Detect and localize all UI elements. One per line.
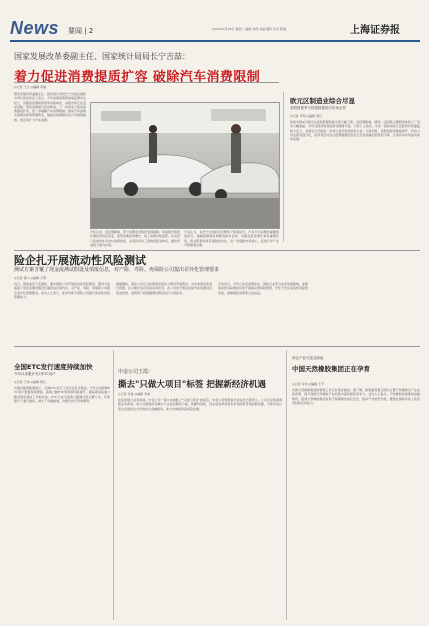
rubber-body: 中国天然橡胶集团的筹建工作正在稳步推进。据了解，新集团将整合国内主要天然橡胶生产企业的资源，提升我国天然橡胶产业的集中度和国际竞争力。业内人士指出，天然橡胶是重要的战略物资，组建大型橡胶集团有助于保障国内供应安全，推动产业转型升级，增强在国际市场上的话语权和定价能力。 — [292, 388, 420, 405]
masthead: 上海证券报 — [350, 25, 400, 36]
right-sidebar-title: 欧元区制造业综合尽显 — [290, 97, 355, 105]
header-rule — [10, 40, 420, 42]
lead-rule — [14, 82, 279, 83]
lead-column-3: 专家认为，本次宁吉喆的表态释放了积极信号，汽车作为消费的重要组成部分，破除限制将有效释放购车需求，对稳定经济增长具有重要作用。相关配套政策有望陆续出台，进一步提振市场信心，促进汽车产业平稳健康发展。 — [184, 230, 279, 247]
car-showroom-photo — [91, 103, 279, 228]
etc-title: 全国ETC发行速度持续加快 — [14, 363, 93, 371]
etc-byline: ◎记者 王伟 ◎编辑 陈红 — [14, 380, 47, 384]
section-label: 要闻 | 2 — [68, 27, 94, 35]
middle-top-rule — [14, 250, 420, 251]
middle-column-1: 近日，银保监会下发通知，要求保险公司开展流动性风险测试，测试方案涵盖了现金流测试假设及填报信息等内容，对产险、寿险、再保险公司提出差异化管理要求。业内人士表示，此举有助于保险公司提升流动性风险管理能力。 — [14, 282, 110, 299]
rubber-byline: ◎记者 李伟 ◎编辑 王平 — [292, 382, 325, 386]
news-logo: News — [10, 18, 60, 38]
bottom-top-rule — [14, 346, 420, 347]
rubber-title: 中国天然橡胶集团正在孕育 — [292, 365, 370, 373]
bottom-divider-1 — [113, 350, 114, 620]
cicc-title: 撕去"只做大项目"标签 把握新经济机遇 — [118, 380, 266, 390]
middle-title: 险企扎开展流动性风险测试 — [14, 254, 146, 267]
lead-photo — [90, 102, 280, 229]
etc-body: 交通运输部数据显示，全国ETC发行工作正在有序推进，今年以来新增ETC用户数量持续增加，高速公路ETC使用率明显提升。随着取消高速公路省界收费站工作的完成，ETC已成为高速公路通行的主要方式，有效提升了通行效率，减少了车辆拥堵，为群众出行带来便利。 — [14, 386, 110, 403]
right-sidebar-divider — [283, 92, 284, 242]
lead-byline: ◎记者 王立 ◎编辑 李瑞 — [14, 85, 47, 89]
lead-column-2: 今年以来，受疫情影响，部分消费需求暂时受到抑制，但消费升级的长期趋势没有改变，新型消费逆势增长，线上消费持续活跃。有关部门将加快补齐农村消费短板，完善县乡村三级物流配送体系，推动形成强大国内市场。 — [90, 230, 180, 247]
lead-column-1: 国家发展改革委副主任、国家统计局局长宁吉喆在国新办举行的发布会上表示，今年我国消费领域受疫情冲击较大，但随着疫情防控形势持续向好，消费市场正在逐步回暖，居民消费潜力逐步释放。下一步将着力促进消费提质扩容，进一步破除汽车消费限制，推动汽车由购买管理向使用管理转变，鼓励各地调整优化汽车限购措施，稳定和扩大汽车消费。 — [14, 92, 86, 122]
lead-kicker: 国家发展改革委副主任、国家统计局局长宁吉喆： — [14, 52, 190, 61]
rubber-kicker: 两会产业可创业新政 — [292, 356, 324, 360]
cicc-body: 在投资银行业务领域，中金公司一直以来被贴上"只做大项目"的标签。中金公司管理委员会成员王霞表示，公司正在积极调整业务布局，加大对新经济领域中小企业的服务力度，把握科创板、创业板改革等资本市场改革带来的新机遇，为更多成长型企业提供全方位的综合金融服务，助力实体经济高质量发展。 — [118, 398, 282, 411]
issue-info: 2020年4月28日 星期二 编辑 李德 美编 魏伟 校对 陈瑞 — [212, 27, 287, 31]
cicc-byline: ◎记者 朱星 ◎编辑 李丽 — [118, 392, 151, 396]
middle-byline: ◎记者 黄小 ◎编辑 王明 — [14, 276, 47, 280]
bottom-divider-2 — [286, 350, 287, 620]
middle-subtitle: 测试方案含覆了现金流测试假设及填报信息，对产险、寿险、再保险公司提出差异化管理要求 — [14, 267, 220, 273]
etc-subtitle: 今年以来累计发行ETC用户 — [14, 372, 56, 376]
cicc-kicker: 中金公司王霞： — [118, 369, 154, 375]
lead-headline: 着力促进消费提质扩容 破除汽车消费限制 — [14, 70, 261, 85]
right-sidebar-subtitle: 美股财报季与疫情数据指引市场走势 — [290, 106, 346, 110]
middle-column-3: 专家表示，今年以来受疫情冲击，保险行业部分业务受到影响，加强流动性风险测试有利于提前识别风险隐患，守住不发生系统性风险的底线，保障保险消费者合法权益。 — [218, 282, 308, 295]
right-sidebar-body: 欧洲多国4月制造业采购经理指数出现大幅下滑，受疫情影响，德国、法国等主要经济体的工厂活动大幅收缩，市场对经济前景的担忧情绪升温。分析人士指出，未来一段时间欧元区经济仍将面临较大压力，各国央行可能进一步加大货币政策宽松力度。与此同时，美股财报季陆续展开，科技公司业绩表现分化，投资者密切关注疫情数据的变化以及各国重启经济的节奏，全球资本市场波动或将加剧。 — [290, 120, 420, 142]
middle-column-2: 根据通知，保险公司应当按照规定的压力情景开展测试，对未来现金流进行预测，并合理评估自身流动性状况。各公司需于规定时间内完成测试并报送结果，监管部门将根据测试情况进行分类指导。 — [116, 282, 212, 295]
right-sidebar-byline: ◎记者 李明 ◎编辑 周红 — [290, 114, 323, 118]
